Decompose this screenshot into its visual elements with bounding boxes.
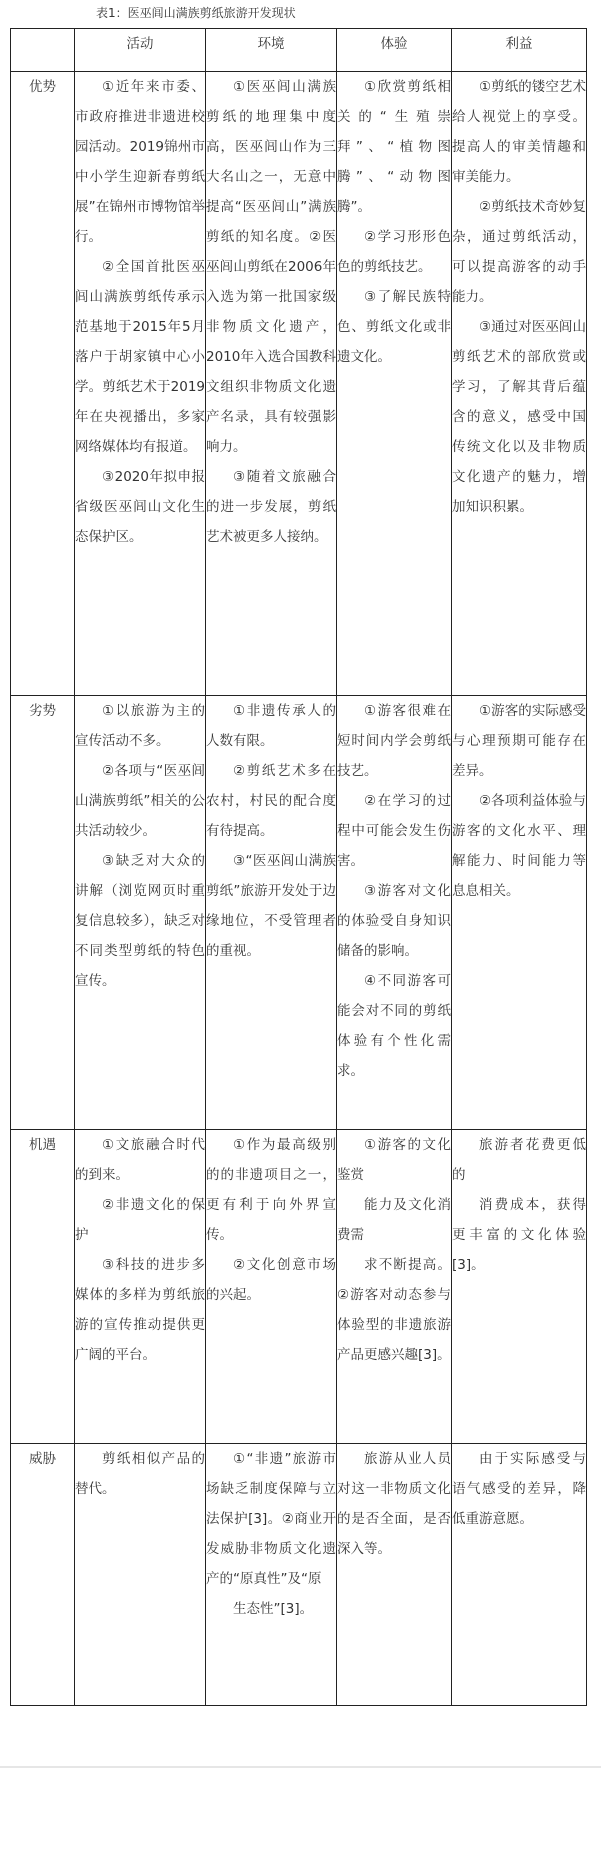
cell-opportunities-activity	[75, 1130, 206, 1444]
paragraph: ④不同游客可能会对不同的剪纸体验有个性化需求。	[337, 973, 451, 1079]
paragraph: ③通过对医巫闾山剪纸艺术的部欣赏或学习，了解其背后蕴含的意义，感受中国传统文化以及非物质文化遗产的魅力，增加知识积累。	[452, 319, 586, 515]
paragraph: 旅游从业人员对这一非物质文化的是否全面，是否深入等。	[337, 1451, 451, 1557]
paragraph: ③随着文旅融合的进一步发展，剪纸艺术被更多人接纳。	[206, 469, 336, 545]
row-weaknesses	[11, 696, 587, 1130]
row-opportunities	[11, 1130, 587, 1444]
paragraph: ①医巫闾山满族剪纸的地理集中度高，医巫闾山作为三大名山之一，无意中提高“医巫闾山”满族剪纸的知名度。②医巫闾山剪纸在2006年入选为第一批国家级非物质文化遗产，2010年入选合国教科文组织非物质文化遗产名录，具有较强影响力。	[206, 79, 336, 455]
cell-opportunities-environment	[206, 1130, 337, 1444]
paragraph: ③“医巫闾山满族剪纸”旅游开发处于边缘地位，不受管理者的重视。	[206, 853, 336, 959]
header-row	[11, 29, 587, 72]
paragraph: ①作为最高级别的的非遗项目之一，更有利于向外界宣传。	[206, 1137, 336, 1243]
paragraph: ②学习形形色色的剪纸技艺。	[337, 229, 451, 275]
row-label-threats: 威胁	[11, 1444, 75, 1706]
header-experience: 体验	[337, 29, 452, 72]
paragraph: 由于实际感受与语气感受的差异，降低重游意愿。	[452, 1451, 586, 1527]
cell-opportunities-experience	[337, 1130, 452, 1444]
paragraph: 能力及文化消费需	[337, 1197, 451, 1243]
paragraph: ②全国首批医巫闾山满族剪纸传承示范基地于2015年5月落户于胡家镇中心小学。剪纸艺术于2019年在央视播出，多家网络媒体均有报道。	[75, 259, 205, 455]
cell-strengths-benefit	[452, 72, 587, 696]
paragraph: ③2020年拟申报省级医巫闾山文化生态保护区。	[75, 469, 205, 545]
header-activity: 活动	[75, 29, 206, 72]
paragraph: ②剪纸艺术多在农村，村民的配合度有待提高。	[206, 763, 336, 839]
paragraph: ③科技的进步多媒体的多样为剪纸旅游的宣传推动提供更广阔的平台。	[75, 1257, 205, 1363]
paragraph: ②文化创意市场的兴起。	[206, 1257, 336, 1303]
paragraph: 剪纸相似产品的替代。	[75, 1451, 205, 1497]
paragraph: ①游客很难在短时间内学会剪纸技艺。	[337, 703, 451, 779]
cell-strengths-environment	[206, 72, 337, 696]
header-environment: 环境	[206, 29, 337, 72]
header-corner	[11, 29, 75, 72]
paragraph: ②非遗文化的保护	[75, 1197, 205, 1243]
row-threats	[11, 1444, 587, 1706]
paragraph: ①文旅融合时代的到来。	[75, 1137, 205, 1183]
cell-threats-benefit	[452, 1444, 587, 1706]
cell-weaknesses-activity	[75, 696, 206, 1130]
paragraph: ①近年来市委、市政府推进非遗进校园活动。2019锦州市中小学生迎新春剪纸展”在锦州市博物馆举行。	[75, 79, 205, 245]
cell-strengths-activity	[75, 72, 206, 696]
paragraph: ②剪纸技术奇妙复杂，通过剪纸活动，可以提高游客的动手能力。	[452, 199, 586, 305]
header-benefit: 利益	[452, 29, 587, 72]
paragraph: 旅游者花费更低的	[452, 1137, 586, 1183]
cell-threats-experience	[337, 1444, 452, 1706]
row-strengths	[11, 72, 587, 696]
paragraph: 消费成本，获得更丰富的文化体验[3]。	[452, 1197, 586, 1273]
paragraph: ①以旅游为主的宣传活动不多。	[75, 703, 205, 749]
paragraph: ②各项与“医巫闾山满族剪纸”相关的公共活动较少。	[75, 763, 205, 839]
cell-weaknesses-benefit	[452, 696, 587, 1130]
paragraph: ①“非遗”旅游市场缺乏制度保障与立法保护[3]。②商业开发威胁非物质文化遗产的“原真性”及“原	[206, 1451, 336, 1587]
cell-threats-environment	[206, 1444, 337, 1706]
paragraph: 生态性”[3]。	[233, 1601, 314, 1617]
paragraph: ①游客的实际感受与心理预期可能存在差异。	[452, 703, 586, 779]
paragraph: ③缺乏对大众的讲解（浏览网页时重复信息较多），缺乏对不同类型剪纸的特色宣传。	[75, 853, 205, 989]
paragraph: ①非遗传承人的人数有限。	[206, 703, 336, 749]
cell-strengths-experience	[337, 72, 452, 696]
paragraph: ③了解民族特色、剪纸文化或非遗文化。	[337, 289, 451, 365]
paragraph: ①剪纸的镂空艺术给人视觉上的享受。提高人的审美情趣和审美能力。	[452, 79, 586, 185]
paragraph: ①欣赏剪纸相关的“生殖崇拜”、“植物图腾”、“动物图腾”。	[337, 79, 451, 215]
row-label-opportunities: 机遇	[11, 1130, 75, 1444]
paragraph: ③游客对文化的体验受自身知识储备的影响。	[337, 883, 451, 959]
paragraph: ②各项利益体验与游客的文化水平、理解能力、时间能力等息息相关。	[452, 793, 586, 899]
cell-opportunities-benefit	[452, 1130, 587, 1444]
cell-weaknesses-experience	[337, 696, 452, 1130]
row-label-weaknesses: 劣势	[11, 696, 75, 1130]
table-caption: 表1：医巫闾山满族剪纸旅游开发现状	[96, 6, 296, 20]
paragraph: 求不断提高。②游客对动态参与体验型的非遗旅游产品更感兴趣[3]。	[337, 1257, 451, 1363]
swot-table	[10, 28, 587, 1706]
paragraph: ①游客的文化鉴赏	[337, 1137, 451, 1183]
cell-threats-activity	[75, 1444, 206, 1706]
paragraph: ②在学习的过程中可能会发生伤害。	[337, 793, 451, 869]
page-divider	[0, 1766, 601, 1768]
cell-weaknesses-environment	[206, 696, 337, 1130]
row-label-strengths: 优势	[11, 72, 75, 696]
